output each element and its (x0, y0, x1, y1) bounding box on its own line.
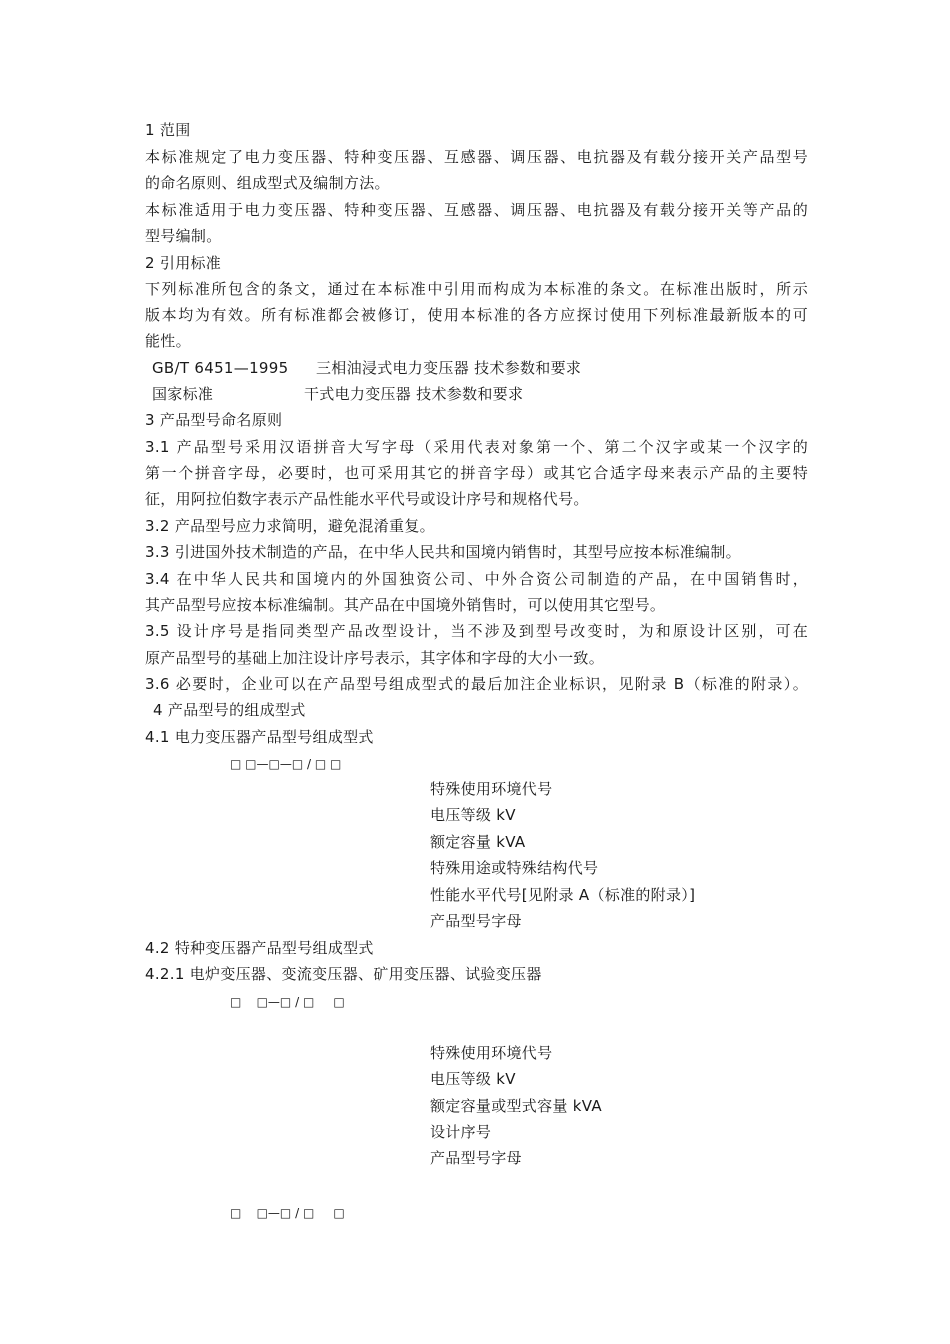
section-1-paragraph-2-line-1: 本标准适用于电力变压器、特种变压器、互感器、调压器、电抗器及有载分接开关等产品的 (145, 201, 808, 219)
formula-4-2-1-label: 电压等级 kV (430, 1070, 516, 1088)
formula-4-1-label: 额定容量 kVA (430, 833, 526, 851)
reference-2-code: 国家标准 (152, 385, 214, 403)
section-2-paragraph-line-1: 下列标准所包含的条文，通过在本标准中引用而构成为本标准的条文。在标准出版时，所示 (145, 280, 808, 298)
formula-4-2-1-second-pattern: □ □—□ / □ □ (230, 1206, 345, 1220)
section-1-paragraph-2-line-2: 型号编制。 (145, 227, 222, 245)
clause-3-6: 3.6 必要时，企业可以在产品型号组成型式的最后加注企业标识，见附录 B（标准的附录）。 (145, 675, 808, 693)
clause-3-5-line-2: 原产品型号的基础上加注设计序号表示，其字体和字母的大小一致。 (145, 649, 605, 667)
formula-4-1-label: 性能水平代号[见附录 A（标准的附录）] (430, 886, 696, 904)
clause-3-5-line-1: 3.5 设计序号是指同类型产品改型设计，当不涉及到型号改变时，为和原设计区别，可在 (145, 622, 808, 640)
section-1-heading: 1 范围 (145, 121, 191, 139)
formula-4-1-label: 特殊使用环境代号 (430, 780, 553, 798)
reference-1-title: 三相油浸式电力变压器 技术参数和要求 (316, 359, 582, 377)
formula-4-2-1-pattern: □ □—□ / □ □ (230, 995, 345, 1009)
clause-4-2: 4.2 特种变压器产品型号组成型式 (145, 939, 374, 957)
formula-4-2-1-label: 特殊使用环境代号 (430, 1044, 553, 1062)
clause-3-1-line-3: 征，用阿拉伯数字表示产品性能水平代号或设计序号和规格代号。 (145, 490, 589, 508)
reference-1-code: GB/T 6451—1995 (152, 359, 289, 377)
clause-4-2-1: 4.2.1 电炉变压器、变流变压器、矿用变压器、试验变压器 (145, 965, 542, 983)
formula-4-2-1-label: 设计序号 (430, 1123, 492, 1141)
formula-4-1-label: 特殊用途或特殊结构代号 (430, 859, 599, 877)
section-3-heading: 3 产品型号命名原则 (145, 411, 283, 429)
clause-3-1-line-2: 第一个拼音字母，必要时，也可采用其它的拼音字母）或其它合适字母来表示产品的主要特 (145, 464, 808, 482)
clause-3-4-line-1: 3.4 在中华人民共和国境内的外国独资公司、中外合资公司制造的产品，在中国销售时， (145, 570, 808, 588)
formula-4-1-label: 产品型号字母 (430, 912, 522, 930)
reference-2-title: 干式电力变压器 技术参数和要求 (304, 385, 524, 403)
section-1-paragraph-1-line-2: 的命名原则、组成型式及编制方法。 (145, 174, 390, 192)
clause-4-1: 4.1 电力变压器产品型号组成型式 (145, 728, 374, 746)
section-2-paragraph-line-2: 版本均为有效。所有标准都会被修订，使用本标准的各方应探讨使用下列标准最新版本的可 (145, 306, 808, 324)
formula-4-2-1-label: 产品型号字母 (430, 1149, 522, 1167)
clause-3-2: 3.2 产品型号应力求简明，避免混淆重复。 (145, 517, 435, 535)
clause-3-4-line-2: 其产品型号应按本标准编制。其产品在中国境外销售时，可以使用其它型号。 (145, 596, 666, 614)
clause-3-3: 3.3 引进国外技术制造的产品，在中华人民共和国境内销售时，其型号应按本标准编制。 (145, 543, 741, 561)
formula-4-1-pattern: □ □—□—□ / □ □ (230, 757, 342, 771)
section-2-paragraph-line-3: 能性。 (145, 332, 191, 350)
formula-4-2-1-label: 额定容量或型式容量 kVA (430, 1097, 602, 1115)
clause-3-1-line-1: 3.1 产品型号采用汉语拼音大写字母（采用代表对象第一个、第二个汉字或某一个汉字的 (145, 438, 808, 456)
section-4-heading: 4 产品型号的组成型式 (153, 701, 306, 719)
section-2-heading: 2 引用标准 (145, 254, 222, 272)
section-1-paragraph-1-line-1: 本标准规定了电力变压器、特种变压器、互感器、调压器、电抗器及有载分接开关产品型号 (145, 148, 808, 166)
formula-4-1-label: 电压等级 kV (430, 806, 516, 824)
